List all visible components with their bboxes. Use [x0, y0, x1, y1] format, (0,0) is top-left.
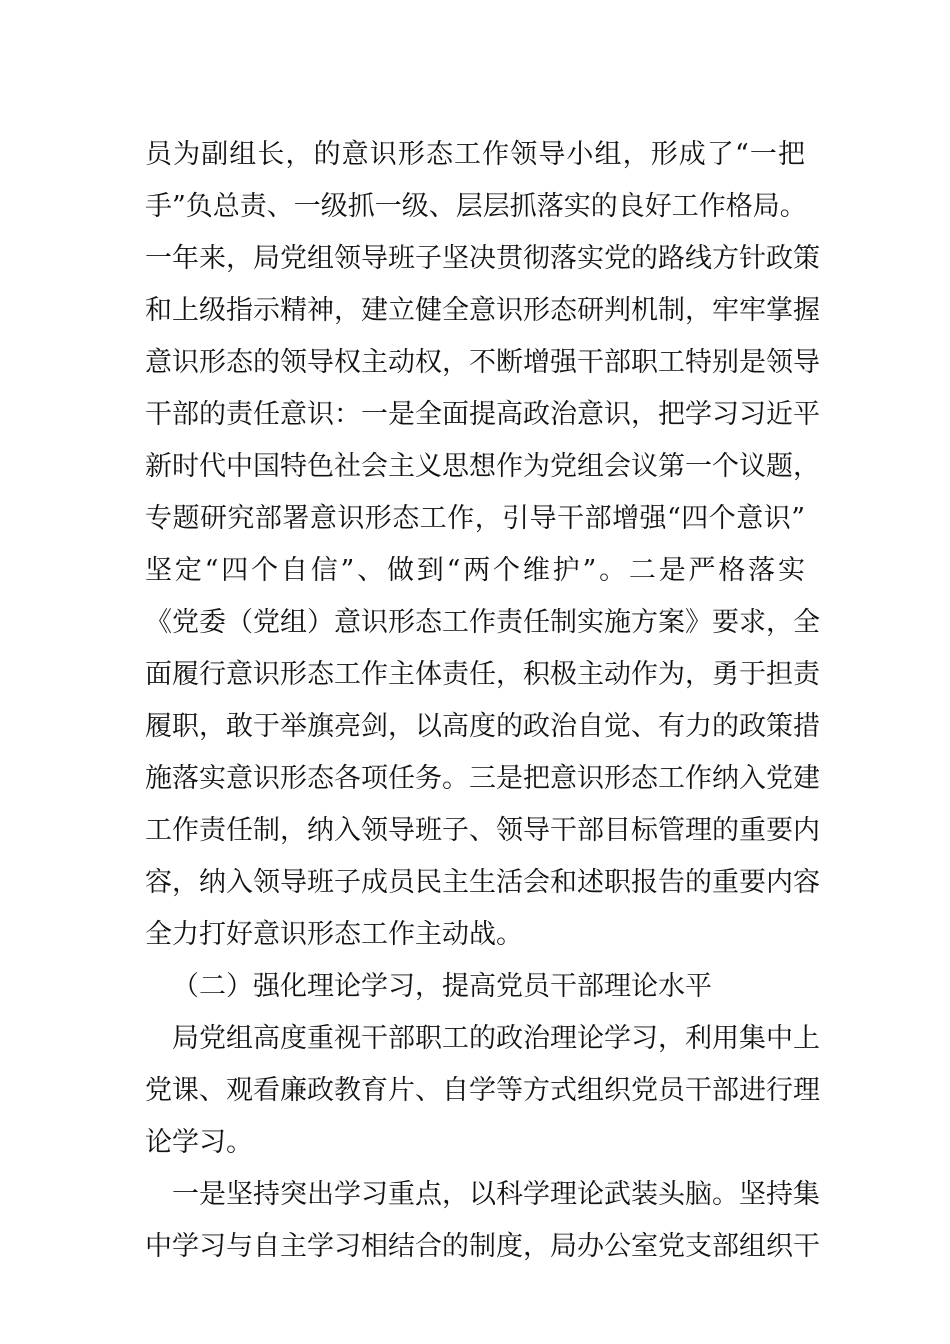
text-line: 工作责任制，纳入领导班子、领导干部目标管理的重要内: [145, 815, 820, 846]
text-line: 《党委（党组）意识形态工作责任制实施方案》要求，全: [145, 607, 820, 638]
text-line: 论学习。: [145, 1127, 253, 1158]
text-line: 履职，敢于举旗亮剑，以高度的政治自觉、有力的政策措: [145, 711, 820, 742]
text-line: 和上级指示精神，建立健全意识形态研判机制，牢牢掌握: [145, 295, 820, 326]
text-line: 党课、观看廉政教育片、自学等方式组织党员干部进行理: [145, 1075, 820, 1106]
text-line: 一年来，局党组领导班子坚决贯彻落实党的路线方针政策: [145, 243, 820, 274]
text-line: 新时代中国特色社会主义思想作为党组会议第一个议题，: [145, 451, 820, 482]
text-line: 专题研究部署意识形态工作，引导干部增强“四个意识”: [145, 503, 805, 534]
text-line: 一是坚持突出学习重点，以科学理论武装头脑。坚持集: [172, 1179, 820, 1210]
text-line: 员为副组长，的意识形态工作领导小组，形成了“一把: [145, 139, 805, 170]
text-line: 局党组高度重视干部职工的政治理论学习，利用集中上: [172, 1023, 820, 1054]
text-line: 手”负总责、一级抓一级、层层抓落实的良好工作格局。: [145, 191, 807, 222]
text-line: 中学习与自主学习相结合的制度，局办公室党支部组织干: [145, 1231, 820, 1262]
text-line: 全力打好意识形态工作主动战。: [145, 919, 523, 950]
text-line: 面履行意识形态工作主体责任，积极主动作为，勇于担责: [145, 659, 820, 690]
text-line: 坚定“四个自信”、做到“两个维护”。二是严格落实: [145, 555, 805, 586]
section-heading: （二）强化理论学习，提高党员干部理论水平: [172, 971, 712, 1002]
text-line: 意识形态的领导权主动权，不断增强干部职工特别是领导: [145, 347, 820, 378]
text-line: 施落实意识形态各项任务。三是把意识形态工作纳入党建: [145, 763, 820, 794]
text-line: 干部的责任意识：一是全面提高政治意识，把学习习近平: [145, 399, 820, 430]
text-line: 容，纳入领导班子成员民主生活会和述职报告的重要内容: [145, 867, 820, 898]
